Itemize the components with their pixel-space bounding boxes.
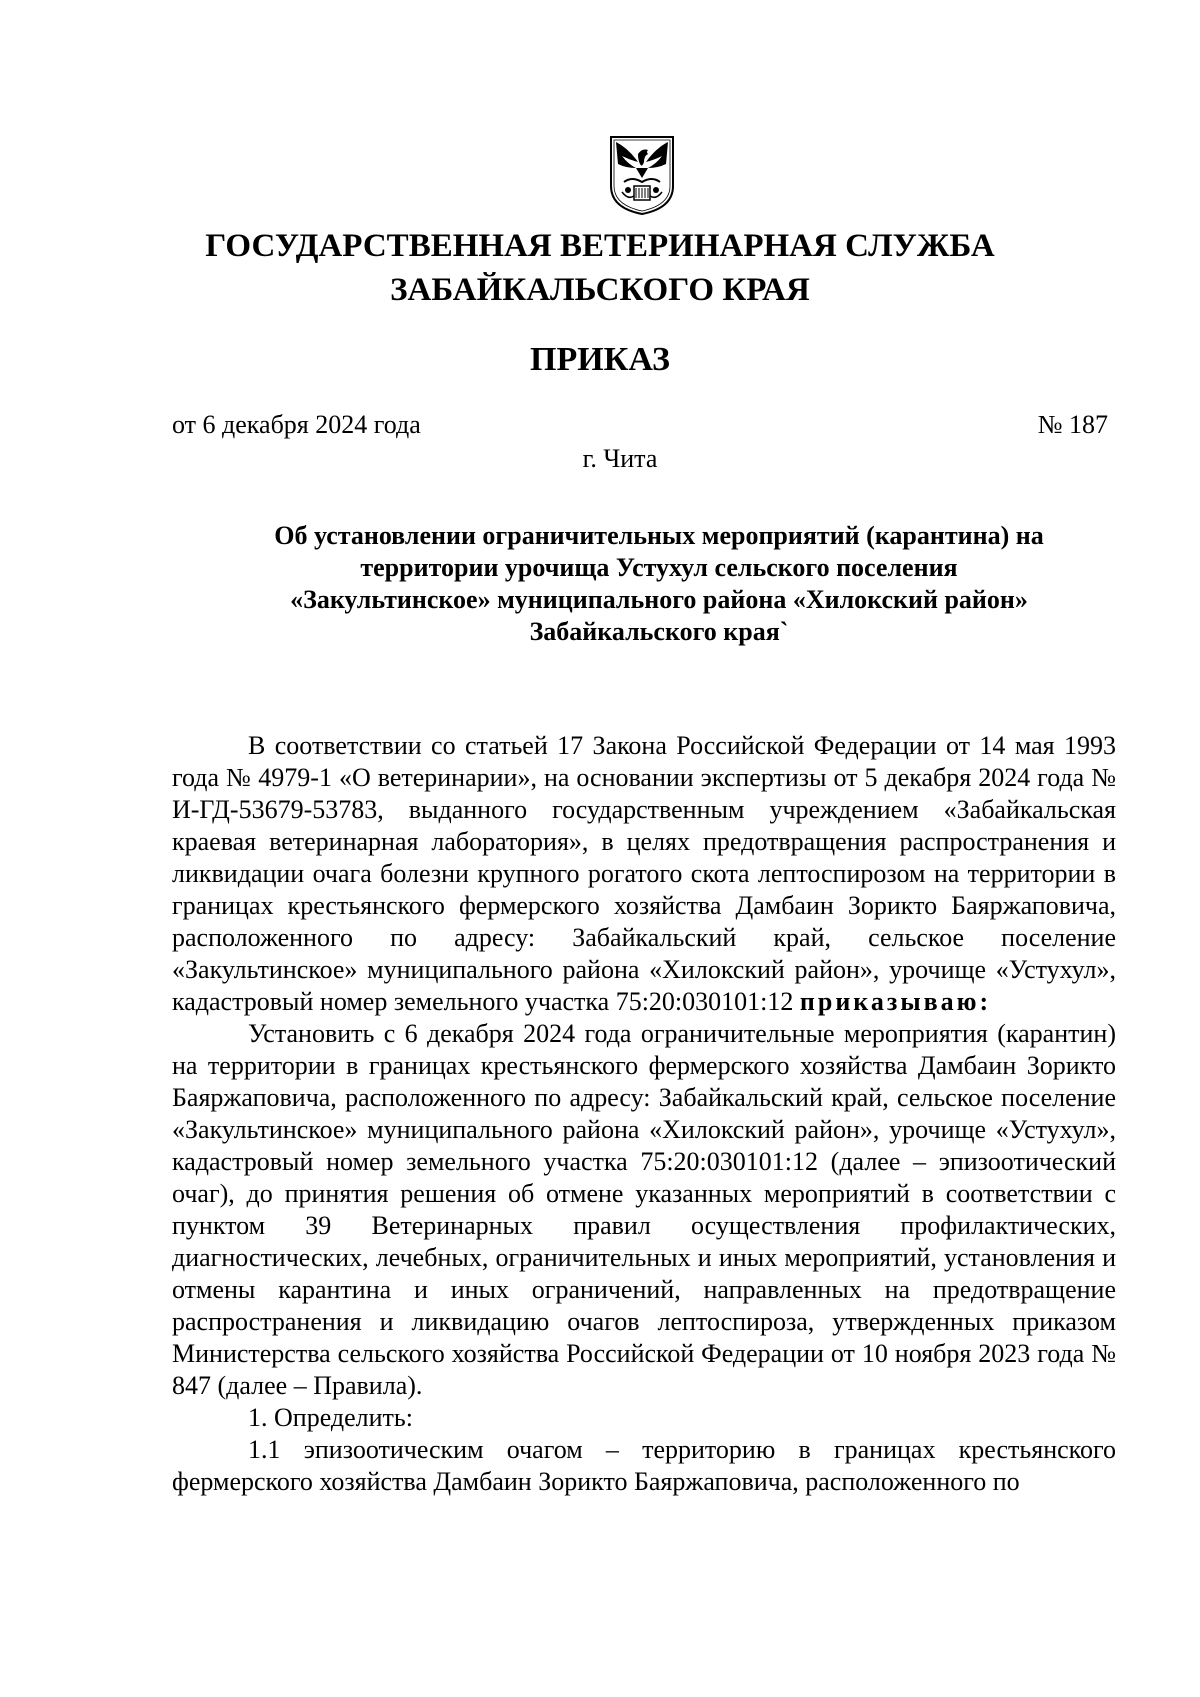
organization-name-line-2: ЗАБАЙКАЛЬСКОГО КРАЯ (390, 272, 810, 308)
subject-line: Забайкальского края` (529, 617, 789, 646)
document-type: ПРИКАЗ (530, 341, 670, 378)
body-paragraph-item-1-1: 1.1 эпизоотическим очагом – территорию в границах крестьянского фермерского хозяйства Дамбаин Зорикто Баяржаповича, расположенного по (172, 1435, 1116, 1496)
document-date: от 6 декабря 2024 года (172, 410, 421, 439)
document-city: г. Чита (582, 444, 658, 473)
subject-line: «Закультинское» муниципального района «Хилокский район» (290, 585, 1028, 614)
subject-line: территории урочища Устухул сельского поселения (360, 553, 958, 582)
document-number: № 187 (1037, 410, 1108, 439)
document-body (172, 730, 1116, 1498)
body-paragraph-item-1: 1. Определить: (248, 1403, 413, 1432)
coat-of-arms-icon (608, 134, 676, 216)
order-command: приказываю: (799, 987, 992, 1016)
document-subject (230, 520, 1088, 648)
body-paragraph-preamble (172, 730, 1116, 1018)
organization-name-line-1: ГОСУДАРСТВЕННАЯ ВЕТЕРИНАРНАЯ СЛУЖБА (205, 228, 995, 264)
preamble-text: В соответствии со статьей 17 Закона Российской Федерации от 14 мая 1993 года № 4979-1 «О ветеринарии», на основании экспертизы от 5 декабря 2024 года № И-ГД-53679-53783, выданного государственным учреждением «Забайкальская краевая ветеринарная лаборатория», в целях предотвращения распространения и ликвидации очага болезни крупного рогатого скота лептоспирозом на территории в границах крестьянского фермерского хозяйства Дамбаин Зорикто Баяржаповича, расположенного по адресу: Забайкальский край, сельское поселение «Закультинское» муниципального района «Хилокский район», урочище «Устухул», кадастровый номер земельного участка 75:20:030101:12 (172, 731, 1116, 1016)
subject-line: Об установлении ограничительных мероприятий (карантина) на (274, 521, 1044, 550)
body-paragraph-quarantine: Установить с 6 декабря 2024 года ограничительные мероприятия (карантин) на территории в границах крестьянского фермерского хозяйства Дамбаин Зорикто Баяржаповича, расположенного по адресу: Забайкальский край, сельское поселение «Закультинское» муниципального района «Хилокский район», урочище «Устухул», кадастровый номер земельного участка 75:20:030101:12 (далее – эпизоотический очаг), до принятия решения об отмене указанных мероприятий в соответствии с пунктом 39 Ветеринарных правил осуществления профилактических, диагностических, лечебных, ограничительных и иных мероприятий, установления и отмены карантина и иных ограничений, направленных на предотвращение распространения и ликвидацию очагов лептоспироза, утвержденных приказом Министерства сельского хозяйства Российской Федерации от 10 ноября 2023 года № 847 (далее – Правила). (172, 1019, 1116, 1400)
